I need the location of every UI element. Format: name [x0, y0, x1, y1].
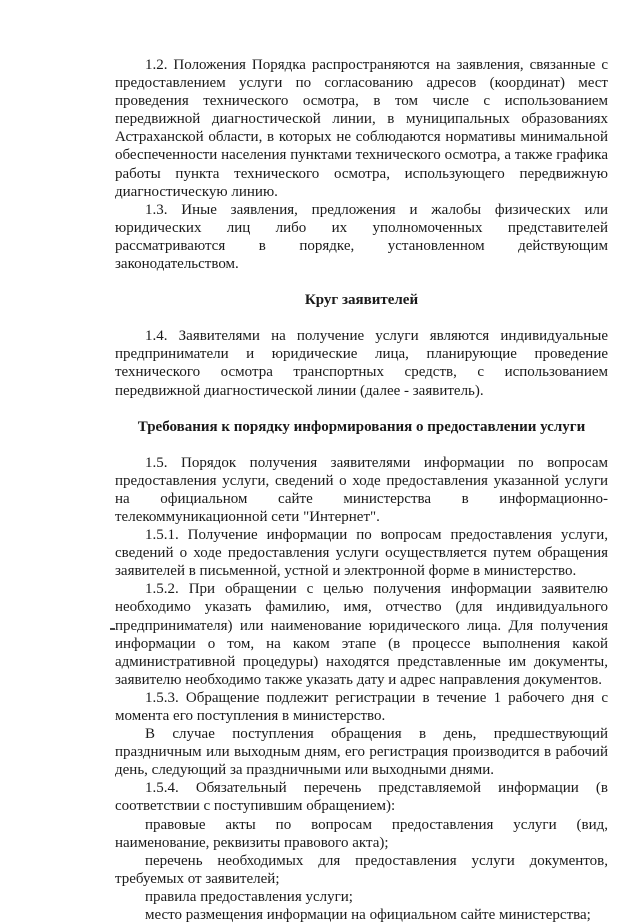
paragraph-holiday: В случае поступления обращения в день, предшествующий праздничным или выходным дням, его регистрация производится в рабочий день, следующий за праздничными или выходными днями. [115, 726, 608, 779]
paragraph-1-4: 1.4. Заявителями на получение услуги являются индивидуальные предприниматели и юридические лица, планирующие проведение технического осмотра транспортных средств, с использованием передвижной диагностической линии (далее - заявитель). [115, 328, 608, 399]
paragraph-1-5-4: 1.5.4. Обязательный перечень представляемой информации (в соответствии с поступившим обращением): [115, 780, 608, 815]
heading-applicants: Круг заявителей [304, 292, 419, 309]
heading-requirements: Требования к порядку информирования о предоставлении услуги [137, 418, 586, 435]
paragraph-1-5-1: 1.5.1. Получение информации по вопросам предоставления услуги, сведений о ходе предоставления услуги осуществляется путем обращения заявителей в письменной, устной и электронной форме в министерство. [115, 527, 608, 580]
paragraph-1-3: 1.3. Иные заявления, предложения и жалобы физических или юридических лиц либо их уполномоченных представителей рассматриваются в порядке, установленном действующим законодательством. [115, 201, 608, 273]
paragraph-1-2: 1.2. Положения Порядка распространяются на заявления, связанные с предоставлением услуги по согласованию адресов (координат) мест проведения технического осмотра, в том числе с использованием передвижной диагностической линии, в муниципальных образованиях Астраханской области, в которых не соблюдаются нормативы минимальной обеспеченности населения пунктами технического осмотра, а также графика работы пункта технического осмотра, использующего передвижную диагностическую линию. [115, 57, 608, 200]
list-item-legal-acts: правовые акты по вопросам предоставления услуги (вид, наименование, реквизиты правового акта); [115, 816, 608, 851]
spacer [115, 400, 608, 418]
list-item-rules: правила предоставления услуги; [145, 888, 353, 905]
paragraph-1-5-2: 1.5.2. При обращении с целью получения информации заявителю необходимо указать фамилию, имя, отчество (для индивидуального предпринимателя) или наименование юридического лица. Для получения информации о том, на каком этапе (в процессе выполнения какой административной процедуры) находятся представленные им документы, заявителю необходимо также указать дату и адрес направления документов. [115, 581, 608, 688]
paragraph-1-5: 1.5. Порядок получения заявителями информации по вопросам предоставления услуги, сведений о ходе предоставления указанной услуги на официальном сайте министерства в информационно-телекоммуникационной сети "Интернет". [115, 454, 608, 525]
paragraph-1-5-3: 1.5.3. Обращение подлежит регистрации в течение 1 рабочего дня с момента его поступления в министерство. [115, 689, 608, 724]
list-item-documents: перечень необходимых для предоставления услуги документов, требуемых от заявителей; [115, 852, 608, 887]
spacer [115, 273, 608, 291]
spacer [115, 436, 608, 454]
margin-mark [110, 628, 115, 630]
list-item-website: место размещения информации на официальном сайте министерства; [145, 907, 591, 924]
spacer [115, 309, 608, 327]
